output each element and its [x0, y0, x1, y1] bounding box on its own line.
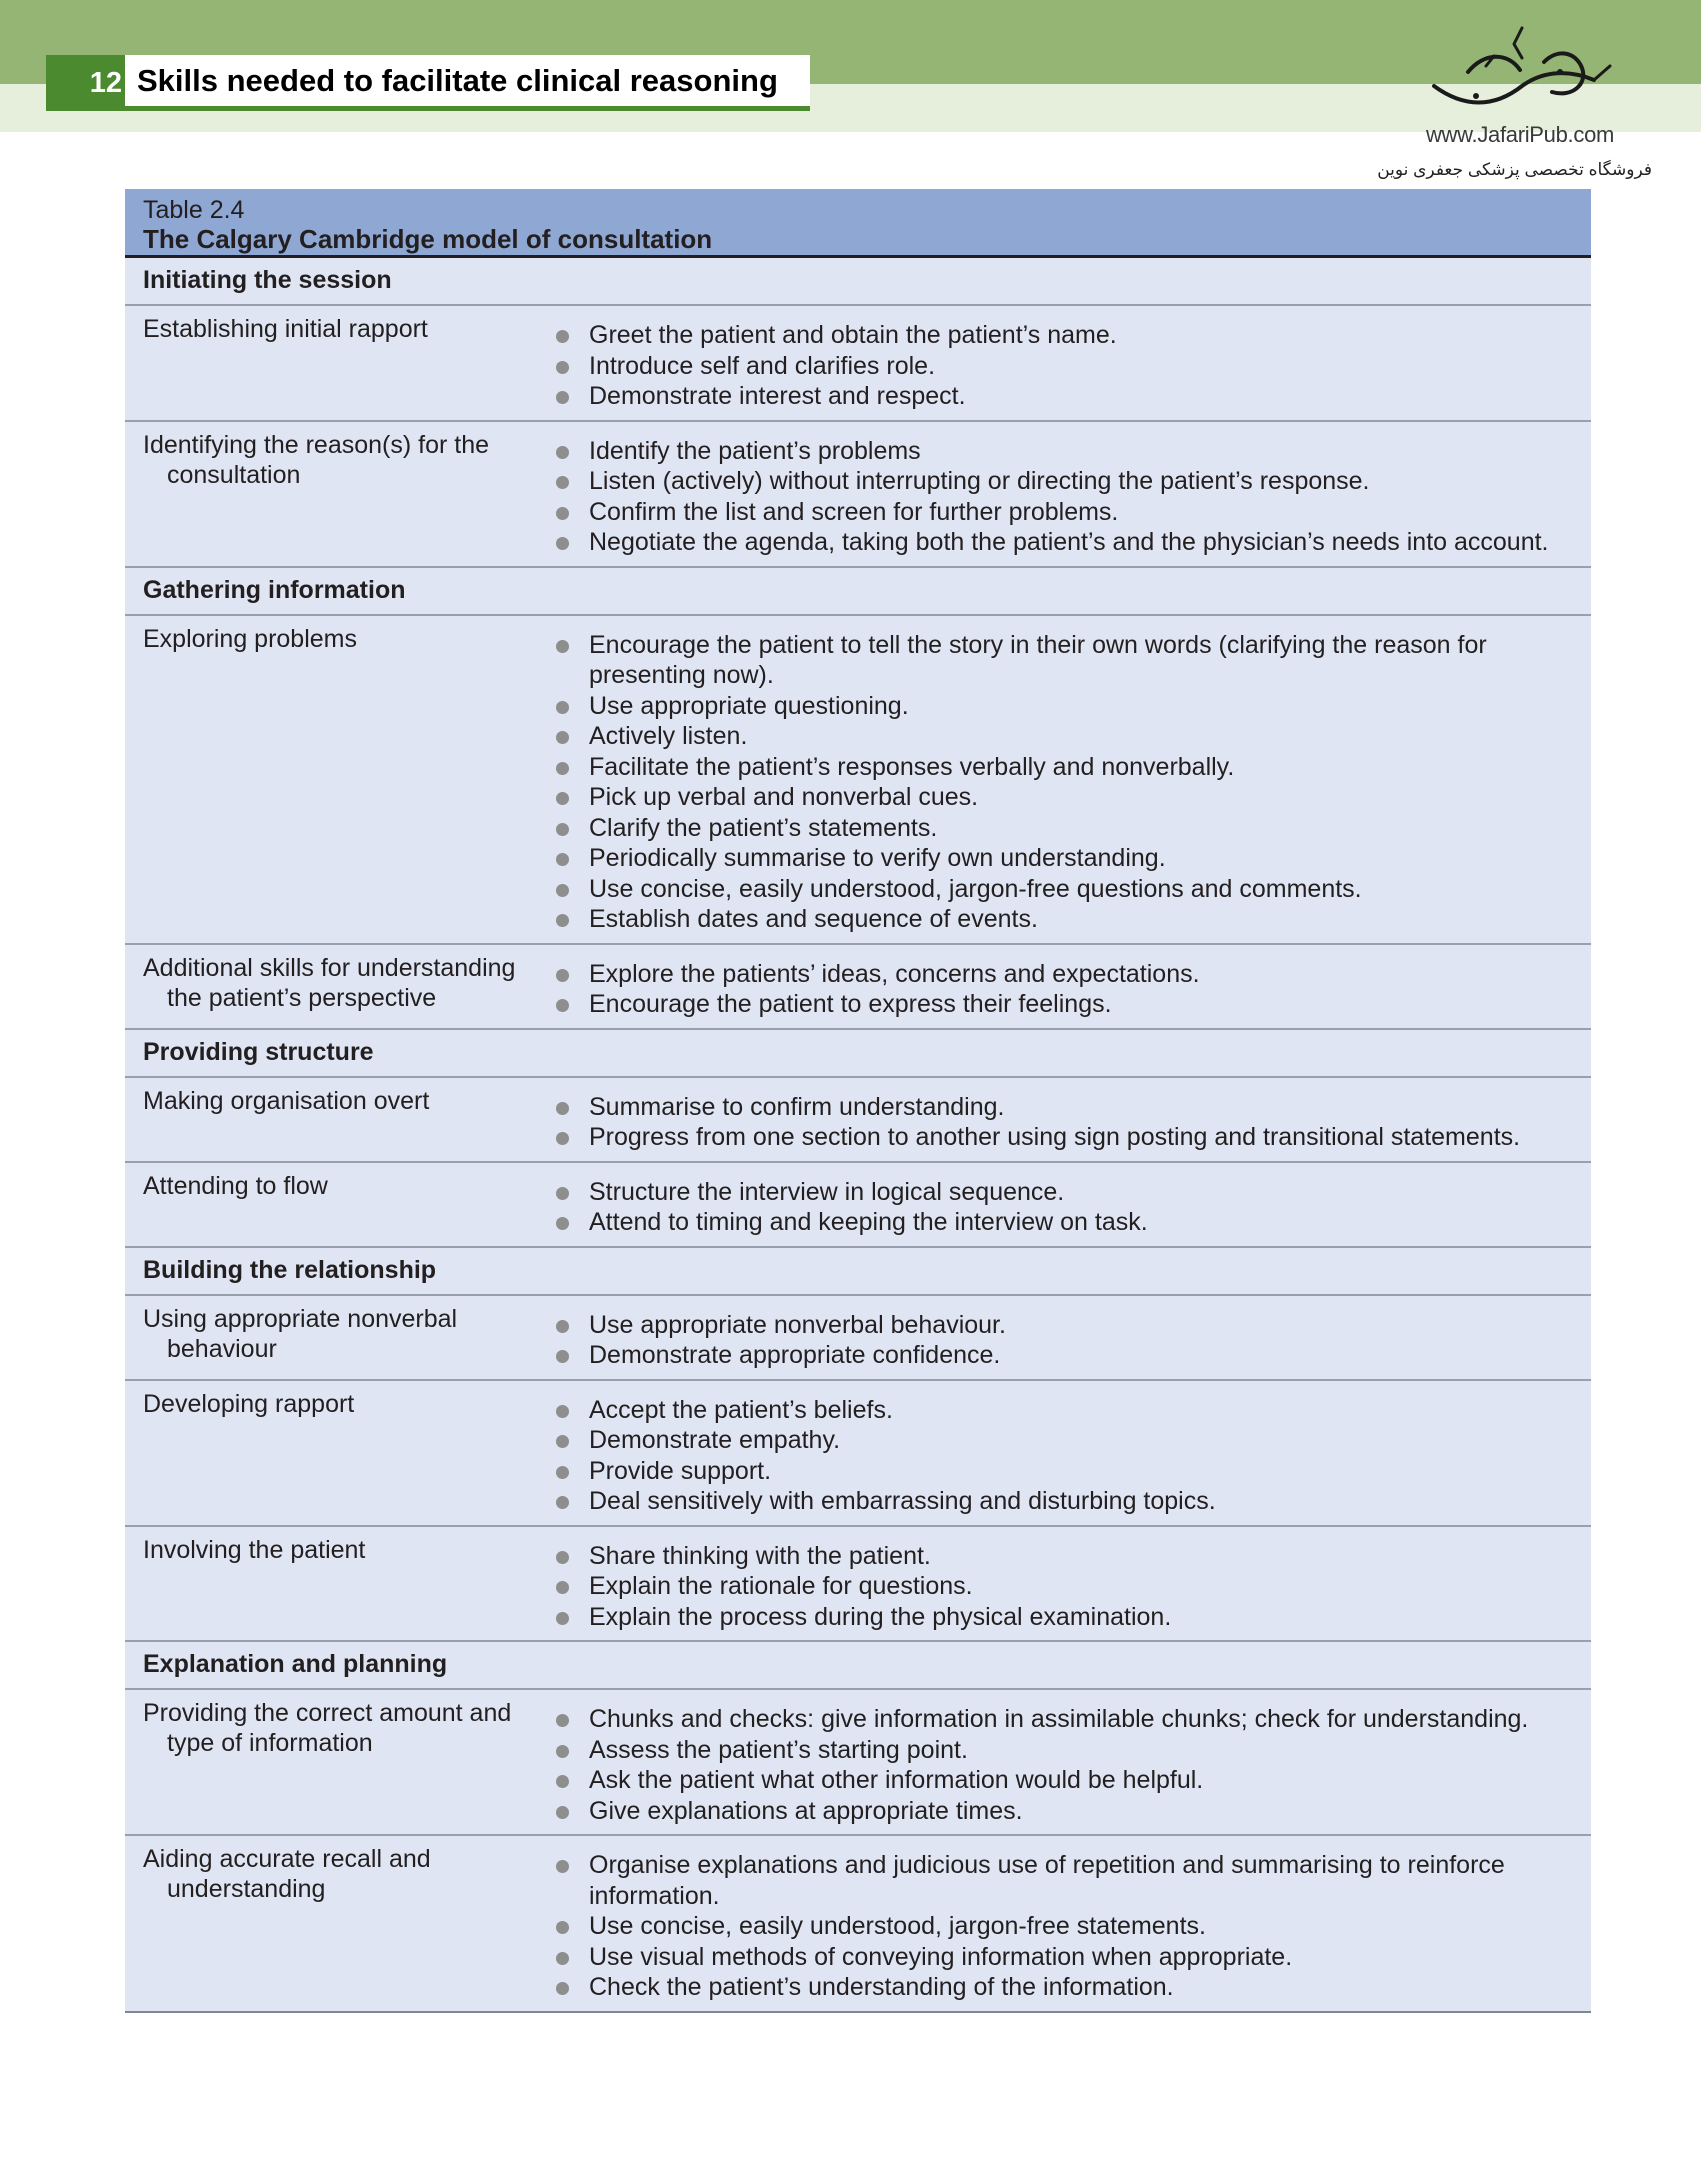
list-item: Provide support. [541, 1456, 1579, 1487]
publisher-url: www.JafariPub.com [1425, 122, 1615, 147]
skill-label: Identifying the reason(s) for the consultation [143, 430, 490, 489]
table-row [125, 1078, 1591, 1163]
table-row [125, 1163, 1591, 1248]
list-item: Attend to timing and keeping the interview on task. [541, 1207, 1579, 1238]
list-item: Use concise, easily understood, jargon-free statements. [541, 1911, 1579, 1942]
skill-label: Developing rapport [143, 1389, 355, 1418]
list-item: Actively listen. [541, 721, 1579, 752]
list-item: Greet the patient and obtain the patient’s name. [541, 320, 1579, 351]
table-number: Table 2.4 [143, 196, 245, 224]
table-row [125, 616, 1591, 945]
list-item: Use visual methods of conveying information when appropriate. [541, 1942, 1579, 1973]
list-item: Explore the patients’ ideas, concerns and expectations. [541, 959, 1579, 990]
table-title: The Calgary Cambridge model of consultation [143, 224, 713, 254]
list-item: Demonstrate appropriate confidence. [541, 1340, 1579, 1371]
page-number: 12 [46, 55, 125, 111]
section-heading: Gathering information [125, 568, 1591, 616]
chapter-title: Skills needed to facilitate clinical reasoning [125, 55, 810, 111]
list-item: Confirm the list and screen for further problems. [541, 497, 1579, 528]
section-heading: Initiating the session [125, 258, 1591, 306]
list-item: Assess the patient’s starting point. [541, 1735, 1579, 1766]
list-item: Deal sensitively with embarrassing and disturbing topics. [541, 1486, 1579, 1517]
list-item: Facilitate the patient’s responses verbally and nonverbally. [541, 752, 1579, 783]
table-row [125, 306, 1591, 422]
bullet-list [541, 422, 1591, 566]
skill-label: Aiding accurate recall and understanding [143, 1845, 431, 1903]
list-item: Organise explanations and judicious use of repetition and summarising to reinforce information. [541, 1850, 1579, 1911]
skill-label: Using appropriate nonverbal behaviour [143, 1304, 458, 1363]
list-item: Introduce self and clarifies role. [541, 351, 1579, 382]
bullet-list [541, 1527, 1591, 1641]
list-item: Use appropriate questioning. [541, 691, 1579, 722]
bullet-list [541, 1078, 1591, 1161]
skill-label: Additional skills for understanding the patient’s perspective [143, 953, 516, 1012]
list-item: Use appropriate nonverbal behaviour. [541, 1310, 1579, 1341]
skill-label: Exploring problems [143, 624, 357, 653]
skill-label: Providing the correct amount and type of information [143, 1699, 512, 1757]
publisher-caption: فروشگاه تخصصی پزشکی جعفری نوین [1377, 160, 1652, 179]
bullet-list [541, 1163, 1591, 1246]
bullet-list [541, 306, 1591, 420]
table-body [125, 258, 1591, 2013]
skill-label: Attending to flow [143, 1171, 328, 1200]
table-row [125, 1836, 1591, 2013]
skill-label: Involving the patient [143, 1535, 366, 1564]
list-item: Establish dates and sequence of events. [541, 904, 1579, 935]
bullet-list [541, 616, 1591, 943]
publisher-logo [1420, 22, 1620, 147]
bullet-list [541, 1836, 1591, 2011]
list-item: Encourage the patient to tell the story in their own words (clarifying the reason for presenting now). [541, 630, 1579, 691]
list-item: Progress from one section to another using sign posting and transitional statements. [541, 1122, 1579, 1153]
list-item: Accept the patient’s beliefs. [541, 1395, 1579, 1426]
list-item: Identify the patient’s problems [541, 436, 1579, 467]
table-header [125, 189, 1591, 258]
list-item: Give explanations at appropriate times. [541, 1796, 1579, 1827]
list-item: Encourage the patient to express their feelings. [541, 989, 1579, 1020]
list-item: Negotiate the agenda, taking both the patient’s and the physician’s needs into account. [541, 527, 1579, 558]
list-item: Summarise to confirm understanding. [541, 1092, 1579, 1123]
list-item: Share thinking with the patient. [541, 1541, 1579, 1572]
skill-label: Making organisation overt [143, 1086, 430, 1115]
table-row [125, 1690, 1591, 1836]
skill-label: Establishing initial rapport [143, 315, 428, 343]
bullet-list [541, 1381, 1591, 1525]
bullet-list [541, 1296, 1591, 1379]
list-item: Explain the process during the physical examination. [541, 1602, 1579, 1633]
list-item: Clarify the patient’s statements. [541, 813, 1579, 844]
section-heading: Explanation and planning [125, 1642, 1591, 1690]
table-row [125, 1296, 1591, 1381]
list-item: Periodically summarise to verify own understanding. [541, 843, 1579, 874]
section-heading: Building the relationship [125, 1248, 1591, 1296]
list-item: Listen (actively) without interrupting or directing the patient’s response. [541, 466, 1579, 497]
list-item: Structure the interview in logical sequence. [541, 1177, 1579, 1208]
consultation-table [125, 189, 1591, 2013]
list-item: Demonstrate interest and respect. [541, 381, 1579, 412]
list-item: Explain the rationale for questions. [541, 1571, 1579, 1602]
publisher-logo-mark [1424, 22, 1616, 114]
table-row [125, 1527, 1591, 1643]
table-row [125, 422, 1591, 568]
table-row [125, 945, 1591, 1030]
list-item: Ask the patient what other information would be helpful. [541, 1765, 1579, 1796]
list-item: Demonstrate empathy. [541, 1425, 1579, 1456]
list-item: Use concise, easily understood, jargon-free questions and comments. [541, 874, 1579, 905]
table-row [125, 1381, 1591, 1527]
list-item: Check the patient’s understanding of the information. [541, 1972, 1579, 2003]
bullet-list [541, 945, 1591, 1028]
section-heading: Providing structure [125, 1030, 1591, 1078]
list-item: Chunks and checks: give information in assimilable chunks; check for understanding. [541, 1704, 1579, 1735]
bullet-list [541, 1690, 1591, 1834]
list-item: Pick up verbal and nonverbal cues. [541, 782, 1579, 813]
running-head [46, 55, 810, 111]
